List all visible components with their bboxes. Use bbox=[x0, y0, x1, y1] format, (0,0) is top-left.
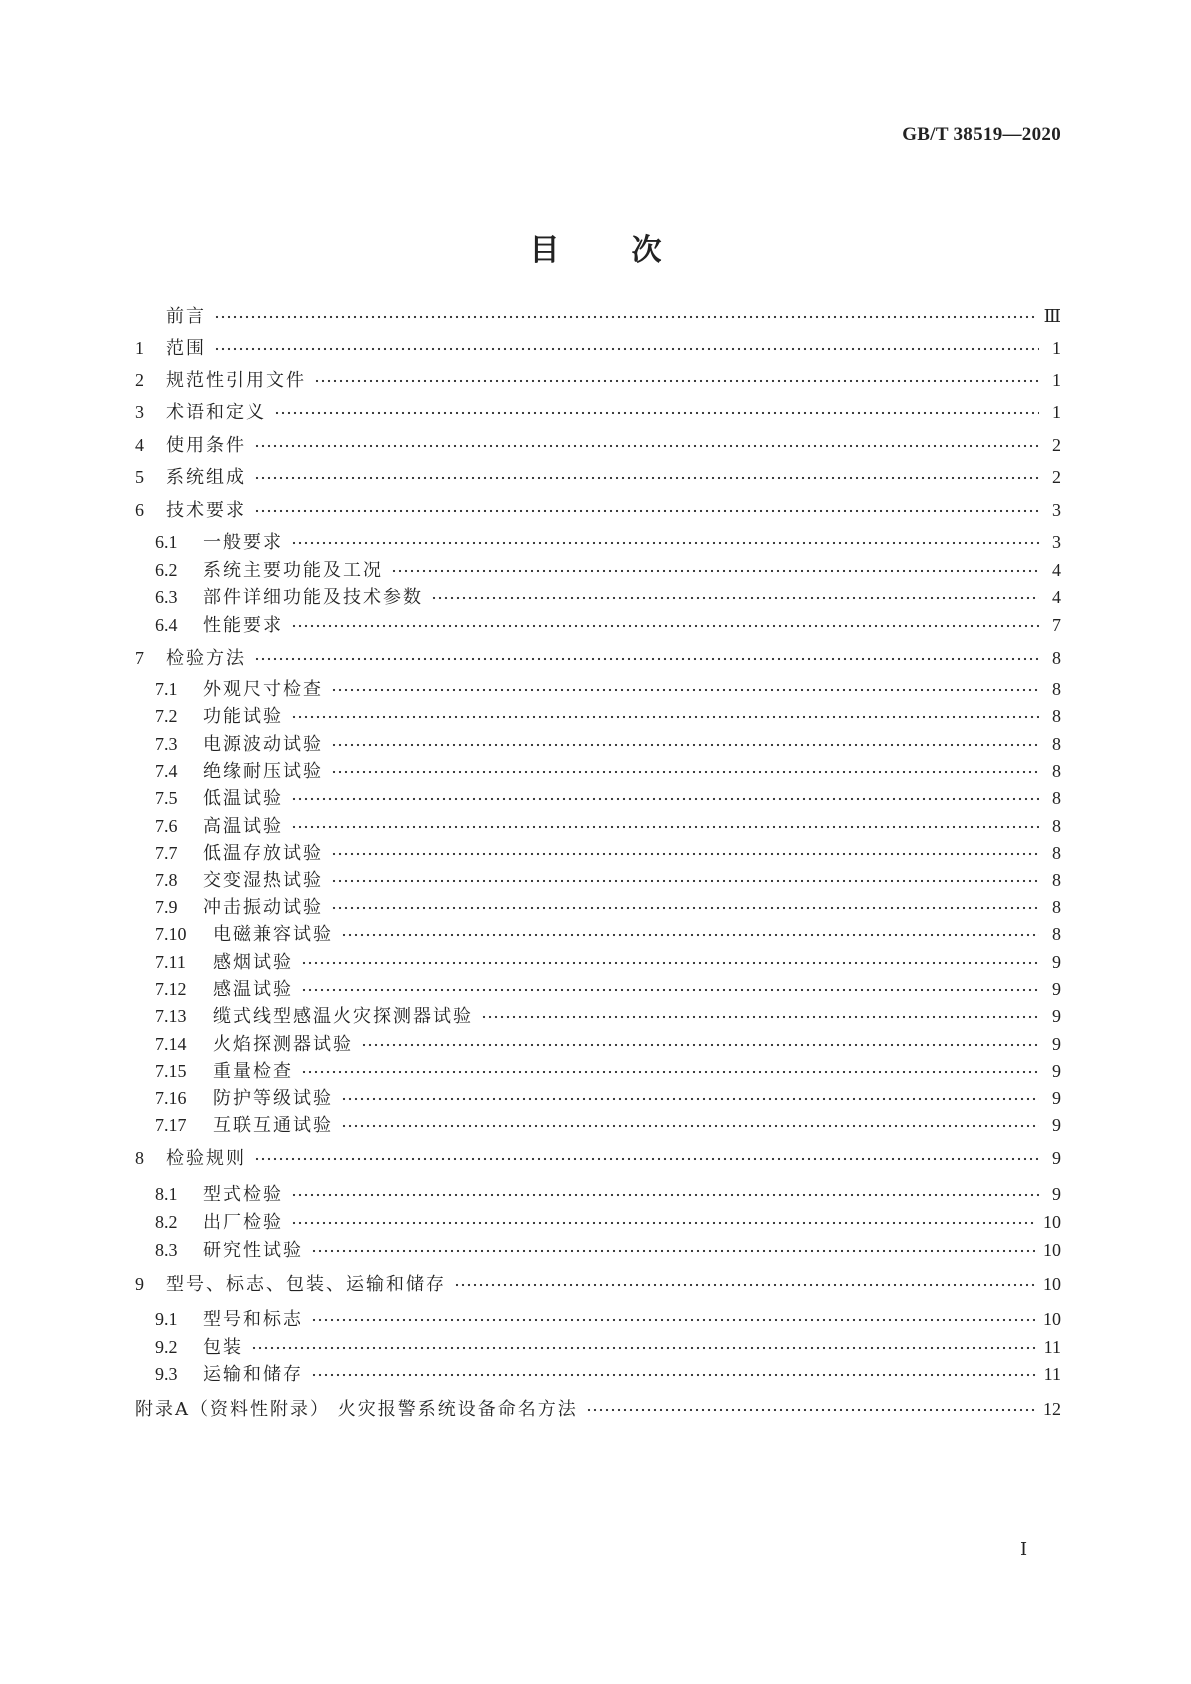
toc-dot-leader bbox=[291, 797, 1039, 801]
toc-dot-leader bbox=[391, 569, 1039, 573]
toc-entry-label bbox=[155, 757, 323, 786]
toc-entry-label bbox=[135, 1270, 446, 1299]
toc-entry-label bbox=[155, 866, 323, 895]
toc-entry-number: 6.2 bbox=[155, 560, 178, 580]
toc-entry-title: 部件详细功能及技术参数 bbox=[203, 587, 423, 608]
toc-entry-title: 冲击振动试验 bbox=[203, 897, 323, 918]
toc-dot-leader bbox=[254, 444, 1039, 448]
toc-dot-leader bbox=[254, 1157, 1039, 1161]
toc-entry[interactable] bbox=[155, 975, 1061, 1003]
toc-entry-page: 1 bbox=[1052, 338, 1061, 358]
toc-entry-title: 功能试验 bbox=[203, 706, 283, 727]
toc-entry-page: 8 bbox=[1052, 648, 1061, 668]
toc-dot-leader bbox=[274, 411, 1039, 415]
toc-entry-number: 7.14 bbox=[155, 1034, 187, 1054]
toc-entry[interactable] bbox=[155, 1360, 1061, 1388]
toc-dot-leader bbox=[301, 961, 1039, 965]
toc-entry-page: 11 bbox=[1043, 1337, 1061, 1357]
toc-entry-number: 2 bbox=[135, 370, 144, 390]
toc-entry-title: 技术要求 bbox=[166, 500, 246, 521]
toc-entry-title: 运输和储存 bbox=[203, 1364, 303, 1385]
toc-dot-leader bbox=[311, 1318, 1035, 1322]
toc-entry-label bbox=[155, 1333, 243, 1362]
toc-entry-label bbox=[155, 839, 323, 868]
toc-entry-number: 7.5 bbox=[155, 788, 178, 808]
toc-entry-number: 7.17 bbox=[155, 1115, 187, 1135]
toc-entry[interactable] bbox=[155, 1002, 1061, 1030]
toc-dot-leader bbox=[254, 509, 1039, 513]
toc-entry[interactable] bbox=[135, 334, 1061, 362]
toc-dot-leader bbox=[214, 347, 1039, 351]
toc-entry-page: 10 bbox=[1043, 1240, 1061, 1260]
toc-entry[interactable] bbox=[155, 1030, 1061, 1058]
toc-entry-label bbox=[155, 1111, 333, 1140]
toc-entry-number: 7.7 bbox=[155, 843, 178, 863]
toc-entry-label bbox=[155, 893, 323, 922]
toc-entry-label bbox=[155, 1084, 333, 1113]
toc-entry-number: 7.11 bbox=[155, 952, 186, 972]
toc-entry-title: 术语和定义 bbox=[166, 402, 266, 423]
toc-entry-label bbox=[155, 920, 333, 949]
toc-entry[interactable] bbox=[155, 611, 1061, 639]
toc-entry-number: 9.2 bbox=[155, 1337, 178, 1357]
toc-entry-page: 9 bbox=[1052, 1061, 1061, 1081]
toc-entry-number: 4 bbox=[135, 435, 144, 455]
toc-entry-page: 7 bbox=[1052, 615, 1061, 635]
toc-entry-page: 8 bbox=[1052, 734, 1061, 754]
toc-entry-title: 感烟试验 bbox=[213, 952, 293, 973]
toc-entry-title: 低温试验 bbox=[203, 788, 283, 809]
toc-entry-page: 9 bbox=[1052, 979, 1061, 999]
toc-entry[interactable] bbox=[155, 757, 1061, 785]
toc-entry-title: 检验方法 bbox=[166, 648, 246, 669]
toc-entry[interactable] bbox=[155, 1111, 1061, 1139]
toc-entry-number: 7.6 bbox=[155, 816, 178, 836]
toc-entry-label bbox=[155, 784, 283, 813]
toc-entry-number: 7.8 bbox=[155, 870, 178, 890]
toc-entry-number: 6 bbox=[135, 500, 144, 520]
toc-dot-leader bbox=[331, 688, 1039, 692]
toc-entry[interactable] bbox=[155, 528, 1061, 556]
toc-entry-label bbox=[155, 1236, 303, 1265]
toc-entry-title: 防护等级试验 bbox=[213, 1088, 333, 1109]
toc-dot-leader bbox=[254, 657, 1039, 661]
toc-entry-label bbox=[135, 1396, 578, 1424]
toc-entry-label bbox=[135, 334, 206, 363]
toc-entry-page: 8 bbox=[1052, 924, 1061, 944]
toc-dot-leader bbox=[291, 1221, 1035, 1225]
toc-entry-number: 8 bbox=[135, 1148, 144, 1168]
toc-entry-label bbox=[155, 730, 323, 759]
toc-entry-page: Ⅲ bbox=[1043, 306, 1061, 326]
toc-entry-label bbox=[155, 1002, 473, 1031]
toc-entry-number: 7.9 bbox=[155, 897, 178, 917]
toc-entry-label bbox=[155, 675, 323, 704]
toc-entry-title: 外观尺寸检查 bbox=[203, 679, 323, 700]
toc-entry-number: 7.4 bbox=[155, 761, 178, 781]
toc-entry-title: 互联互通试验 bbox=[213, 1115, 333, 1136]
toc-dot-leader bbox=[291, 1193, 1039, 1197]
toc-entry-page: 1 bbox=[1052, 370, 1061, 390]
toc-entry-label bbox=[135, 644, 246, 673]
toc-entry[interactable] bbox=[155, 702, 1061, 730]
toc-entry-title: 前言 bbox=[166, 306, 206, 327]
toc-entry[interactable] bbox=[135, 496, 1061, 524]
toc-entry[interactable] bbox=[135, 644, 1061, 672]
toc-entry-number: 7.2 bbox=[155, 706, 178, 726]
toc-entry-title: 低温存放试验 bbox=[203, 843, 323, 864]
toc-dot-leader bbox=[311, 1249, 1035, 1253]
toc-dot-leader bbox=[331, 879, 1039, 883]
toc-entry-label bbox=[135, 463, 246, 492]
toc-entry-page: 4 bbox=[1052, 587, 1061, 607]
toc-entry-title: 缆式线型感温火灾探测器试验 bbox=[213, 1006, 473, 1027]
toc-dot-leader bbox=[301, 988, 1039, 992]
toc-entry-page: 9 bbox=[1052, 1184, 1061, 1204]
toc-dot-leader bbox=[214, 315, 1036, 319]
toc-entry-page: 9 bbox=[1052, 1006, 1061, 1026]
toc-entry-page: 11 bbox=[1043, 1364, 1061, 1384]
toc-entry-title: 研究性试验 bbox=[203, 1240, 303, 1261]
toc-entry-title: 性能要求 bbox=[203, 615, 283, 636]
toc-entry-page: 8 bbox=[1052, 816, 1061, 836]
toc-entry-number: 7.3 bbox=[155, 734, 178, 754]
toc-entry-label bbox=[155, 1057, 293, 1086]
toc-entry-number: 5 bbox=[135, 467, 144, 487]
toc-entry-number: 7.10 bbox=[155, 924, 187, 944]
toc-entry[interactable] bbox=[135, 463, 1061, 491]
toc-entry-title: 型式检验 bbox=[203, 1184, 283, 1205]
toc-dot-leader bbox=[331, 906, 1039, 910]
toc-dot-leader bbox=[431, 596, 1039, 600]
toc-entry-title: 电源波动试验 bbox=[203, 734, 323, 755]
toc-entry-page: 8 bbox=[1052, 788, 1061, 808]
toc-entry-title: 火焰探测器试验 bbox=[213, 1034, 353, 1055]
toc-entry-page: 9 bbox=[1052, 1115, 1061, 1135]
toc-entry-label bbox=[135, 496, 246, 525]
toc-entry-number: 1 bbox=[135, 338, 144, 358]
toc-entry[interactable] bbox=[155, 1057, 1061, 1085]
toc-dot-leader bbox=[586, 1408, 1035, 1412]
toc-entry-number: 9 bbox=[135, 1274, 144, 1294]
toc-entry-title: 型号和标志 bbox=[203, 1309, 303, 1330]
toc-entry[interactable] bbox=[155, 839, 1061, 867]
footer-page-number: Ⅰ bbox=[1020, 1539, 1028, 1559]
toc-dot-leader bbox=[361, 1043, 1039, 1047]
toc-entry-number: 8.1 bbox=[155, 1184, 178, 1204]
toc-entry-page: 2 bbox=[1052, 435, 1061, 455]
standard-code: GB/T 38519—2020 bbox=[902, 124, 1061, 145]
toc-entry-number: 7.13 bbox=[155, 1006, 187, 1026]
toc-entry-number: 6.4 bbox=[155, 615, 178, 635]
toc-entry-number: 7.12 bbox=[155, 979, 187, 999]
toc-entry-label bbox=[155, 1030, 353, 1059]
toc-entry[interactable] bbox=[135, 1270, 1061, 1298]
toc-entry-title: 包装 bbox=[203, 1337, 243, 1358]
toc-dot-leader bbox=[454, 1283, 1035, 1287]
toc-entry[interactable] bbox=[155, 1180, 1061, 1208]
toc-entry-title: 出厂检验 bbox=[203, 1212, 283, 1233]
toc-entry-page: 10 bbox=[1043, 1274, 1061, 1294]
toc-dot-leader bbox=[291, 715, 1039, 719]
toc-entry-title: 系统组成 bbox=[166, 467, 246, 488]
toc-entry[interactable] bbox=[135, 366, 1061, 394]
toc-dot-leader bbox=[341, 1097, 1039, 1101]
toc-entry-title: 绝缘耐压试验 bbox=[203, 761, 323, 782]
toc-entry-label bbox=[155, 812, 283, 841]
toc-entry-number: 6.1 bbox=[155, 532, 178, 552]
toc-entry-label bbox=[155, 611, 283, 640]
toc-entry-title: 型号、标志、包装、运输和储存 bbox=[166, 1274, 446, 1295]
toc-entry-page: 8 bbox=[1052, 897, 1061, 917]
toc-entry-page: 9 bbox=[1052, 1148, 1061, 1168]
toc-entry[interactable] bbox=[155, 866, 1061, 894]
toc-entry[interactable] bbox=[155, 920, 1061, 948]
toc-entry-title: 一般要求 bbox=[203, 532, 283, 553]
toc-entry[interactable] bbox=[155, 583, 1061, 611]
toc-entry-label bbox=[135, 431, 246, 460]
toc-entry-page: 2 bbox=[1052, 467, 1061, 487]
toc-dot-leader bbox=[291, 541, 1039, 545]
toc-entry-title: 使用条件 bbox=[166, 435, 246, 456]
toc-entry-page: 8 bbox=[1052, 843, 1061, 863]
toc-entry[interactable] bbox=[135, 1144, 1061, 1172]
toc-entry-label bbox=[155, 1305, 303, 1334]
toc-entry[interactable] bbox=[155, 675, 1061, 703]
toc-entry-page: 10 bbox=[1043, 1212, 1061, 1232]
toc-entry-label bbox=[155, 583, 423, 612]
toc-entry-title: 系统主要功能及工况 bbox=[203, 560, 383, 581]
toc-dot-leader bbox=[314, 379, 1039, 383]
toc-entry-label bbox=[155, 1208, 283, 1237]
toc-entry-number: 9.1 bbox=[155, 1309, 178, 1329]
toc-entry-label bbox=[155, 528, 283, 557]
toc-entry-number: 7.1 bbox=[155, 679, 178, 699]
toc-entry-page: 4 bbox=[1052, 560, 1061, 580]
toc-entry[interactable] bbox=[155, 1236, 1061, 1264]
toc-entry[interactable] bbox=[155, 1208, 1061, 1236]
toc-entry-number: 6.3 bbox=[155, 587, 178, 607]
toc-dot-leader bbox=[331, 852, 1039, 856]
toc-entry[interactable] bbox=[155, 1084, 1061, 1112]
toc-entry-number: 8.3 bbox=[155, 1240, 178, 1260]
toc-entry-label bbox=[135, 366, 306, 395]
toc-entry-label bbox=[135, 1144, 246, 1173]
toc-entry-title: 高温试验 bbox=[203, 816, 283, 837]
toc-entry-number: 3 bbox=[135, 402, 144, 422]
toc-entry-title: 范围 bbox=[166, 338, 206, 359]
toc-dot-leader bbox=[251, 1346, 1036, 1350]
toc-entry-title: 规范性引用文件 bbox=[166, 370, 306, 391]
toc-entry-label bbox=[155, 556, 383, 585]
toc-entry-page: 3 bbox=[1052, 500, 1061, 520]
toc-entry-number: 7.15 bbox=[155, 1061, 187, 1081]
toc-entry-label bbox=[155, 1360, 303, 1389]
toc-entry-title: 电磁兼容试验 bbox=[213, 924, 333, 945]
page-title: 目次 bbox=[529, 233, 734, 268]
toc-entry-number: 9.3 bbox=[155, 1364, 178, 1384]
toc-entry[interactable] bbox=[155, 1305, 1061, 1333]
toc-entry[interactable] bbox=[135, 431, 1061, 459]
toc-entry-title: 附录A（资料性附录） 火灾报警系统设备命名方法 bbox=[135, 1399, 578, 1420]
toc-entry-page: 12 bbox=[1043, 1399, 1061, 1419]
toc-entry-page: 10 bbox=[1043, 1309, 1061, 1329]
toc-entry-label bbox=[155, 948, 293, 977]
toc-entry-label bbox=[135, 398, 266, 427]
toc-entry[interactable] bbox=[135, 398, 1061, 426]
toc-entry[interactable] bbox=[155, 784, 1061, 812]
toc-entry-page: 9 bbox=[1052, 952, 1061, 972]
toc-entry[interactable] bbox=[155, 812, 1061, 840]
toc-entry-title: 检验规则 bbox=[166, 1148, 246, 1169]
toc-entry-label bbox=[155, 1180, 283, 1209]
toc-entry[interactable] bbox=[155, 730, 1061, 758]
toc-entry[interactable] bbox=[155, 556, 1061, 584]
toc-entry[interactable] bbox=[135, 302, 1061, 330]
toc-entry-number: 7 bbox=[135, 648, 144, 668]
toc-dot-leader bbox=[341, 1124, 1039, 1128]
toc-entry-title: 感温试验 bbox=[213, 979, 293, 1000]
toc-entry-title: 重量检查 bbox=[213, 1061, 293, 1082]
toc-entry[interactable] bbox=[155, 893, 1061, 921]
toc-entry-label bbox=[135, 303, 206, 331]
toc-entry[interactable] bbox=[135, 1395, 1061, 1423]
toc-dot-leader bbox=[301, 1070, 1039, 1074]
toc-entry[interactable] bbox=[155, 948, 1061, 976]
toc-dot-leader bbox=[291, 624, 1039, 628]
toc-dot-leader bbox=[331, 770, 1039, 774]
toc-entry-page: 8 bbox=[1052, 870, 1061, 890]
toc-entry-page: 3 bbox=[1052, 532, 1061, 552]
toc-dot-leader bbox=[331, 743, 1039, 747]
toc-entry-title: 交变湿热试验 bbox=[203, 870, 323, 891]
toc-dot-leader bbox=[311, 1373, 1036, 1377]
toc-entry-number: 7.16 bbox=[155, 1088, 187, 1108]
toc-entry[interactable] bbox=[155, 1333, 1061, 1361]
toc-entry-page: 8 bbox=[1052, 679, 1061, 699]
toc-dot-leader bbox=[341, 933, 1039, 937]
toc-entry-number: 8.2 bbox=[155, 1212, 178, 1232]
toc-dot-leader bbox=[291, 825, 1039, 829]
toc-entry-page: 9 bbox=[1052, 1034, 1061, 1054]
toc-entry-page: 8 bbox=[1052, 761, 1061, 781]
toc-entry-label bbox=[155, 702, 283, 731]
toc-entry-page: 8 bbox=[1052, 706, 1061, 726]
toc-dot-leader bbox=[254, 476, 1039, 480]
toc-dot-leader bbox=[481, 1015, 1039, 1019]
toc-entry-page: 9 bbox=[1052, 1088, 1061, 1108]
toc-entry-page: 1 bbox=[1052, 402, 1061, 422]
toc-entry-label bbox=[155, 975, 293, 1004]
